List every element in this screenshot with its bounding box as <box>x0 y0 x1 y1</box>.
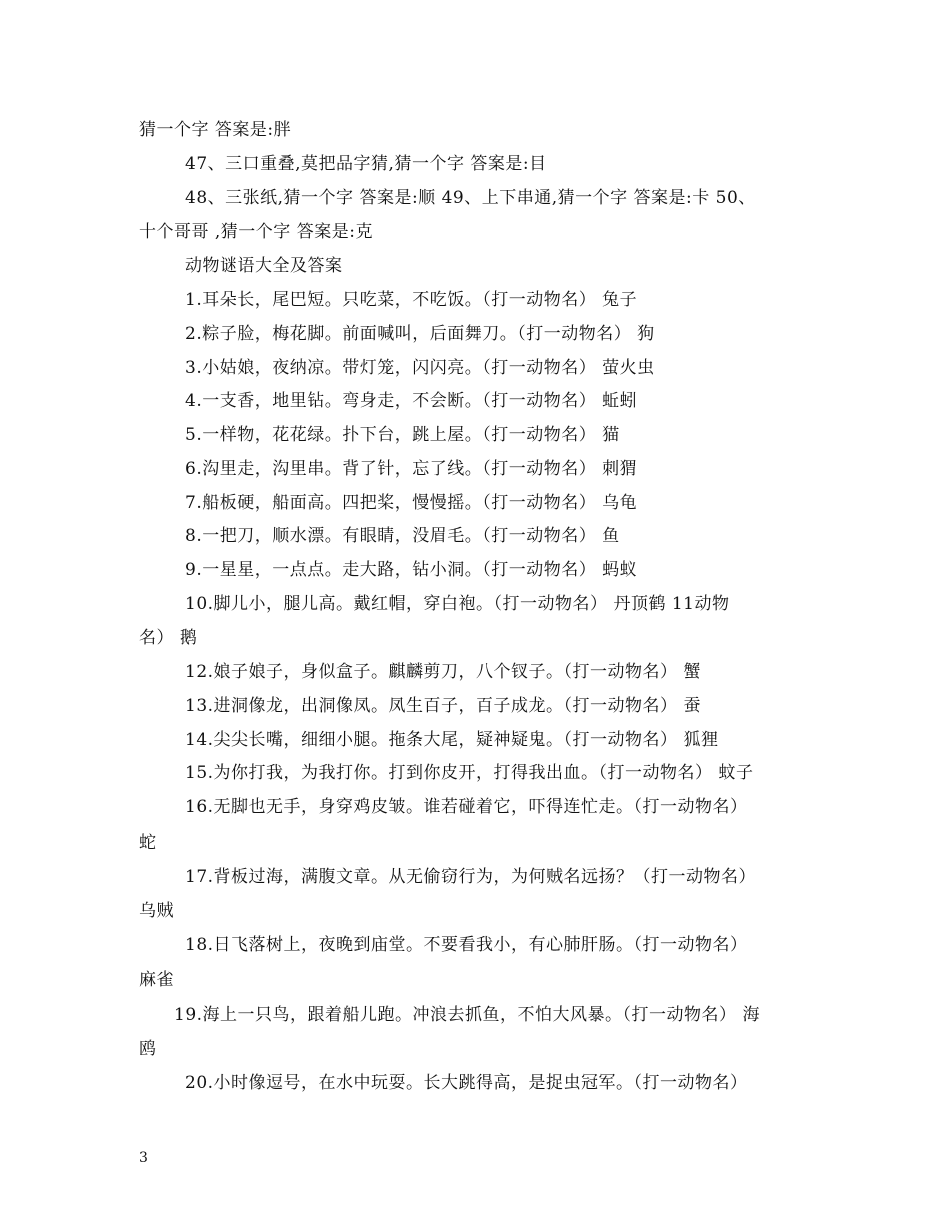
riddle-line: 1.耳朵长，尾巴短。只吃菜，不吃饭。（打一动物名） 兔子 <box>185 290 638 310</box>
section-heading: 动物谜语大全及答案 <box>185 256 343 276</box>
riddle-line: 15.为你打我，为我打你。打到你皮开，打得我出血。（打一动物名） 蚊子 <box>185 763 754 783</box>
page-number: 3 <box>139 1150 148 1166</box>
riddle-line: 9.一星星，一点点。走大路，钻小洞。（打一动物名） 蚂蚁 <box>185 560 638 580</box>
riddle-line: 14.尖尖长嘴，细细小腿。拖条大尾，疑神疑鬼。（打一动物名） 狐狸 <box>185 730 719 750</box>
riddle-line-continuation: 鸥 <box>139 1039 157 1059</box>
riddle-line-continuation: 乌贼 <box>139 901 174 921</box>
riddle-line: 8.一把刀，顺水漂。有眼睛，没眉毛。（打一动物名） 鱼 <box>185 526 620 546</box>
riddle-line: 19.海上一只鸟，跟着船儿跑。冲浪去抓鱼，不怕大风暴。（打一动物名） 海 <box>174 1005 760 1025</box>
riddle-line: 3.小姑娘，夜纳凉。带灯笼，闪闪亮。（打一动物名） 萤火虫 <box>185 358 655 378</box>
riddle-line: 2.粽子脸，梅花脚。前面喊叫，后面舞刀。（打一动物名） 狗 <box>185 324 655 344</box>
riddle-line-continuation: 名） 鹅 <box>139 628 198 648</box>
riddle-line: 17.背板过海，满腹文章。从无偷窃行为，为何贼名远扬？（打一动物名） <box>185 867 757 887</box>
text-line: 47、三口重叠,莫把品字猜,猜一个字 答案是:目 <box>185 154 547 174</box>
riddle-line: 5.一样物，花花绿。扑下台，跳上屋。（打一动物名） 猫 <box>185 425 620 445</box>
riddle-line-continuation: 蛇 <box>139 833 157 853</box>
text-line: 十个哥哥 ,猜一个字 答案是:克 <box>139 222 373 242</box>
riddle-line: 20.小时像逗号，在水中玩耍。长大跳得高，是捉虫冠军。（打一动物名） <box>185 1073 748 1093</box>
riddle-line: 12.娘子娘子，身似盒子。麒麟剪刀，八个钗子。（打一动物名） 蟹 <box>185 662 701 682</box>
riddle-line: 7.船板硬，船面高。四把桨，慢慢摇。（打一动物名） 乌龟 <box>185 493 638 513</box>
riddle-line: 18.日飞落树上，夜晚到庙堂。不要看我小，有心肺肝肠。（打一动物名） <box>185 935 748 955</box>
riddle-line-continuation: 麻雀 <box>139 970 174 990</box>
riddle-line: 6.沟里走，沟里串。背了针，忘了线。（打一动物名） 刺猬 <box>185 459 638 479</box>
riddle-line: 4.一支香，地里钻。弯身走，不会断。（打一动物名） 蚯蚓 <box>185 391 638 411</box>
riddle-line: 13.进洞像龙，出洞像凤。凤生百子，百子成龙。（打一动物名） 蚕 <box>185 696 701 716</box>
text-line: 猜一个字 答案是:胖 <box>139 120 292 140</box>
text-line: 48、三张纸,猜一个字 答案是:顺 49、上下串通,猜一个字 答案是:卡 50、 <box>185 188 756 208</box>
riddle-line: 10.脚儿小，腿儿高。戴红帽，穿白袍。（打一动物名） 丹顶鹤 11动物 <box>185 594 730 614</box>
riddle-line: 16.无脚也无手，身穿鸡皮皱。谁若碰着它，吓得连忙走。（打一动物名） <box>185 797 748 817</box>
